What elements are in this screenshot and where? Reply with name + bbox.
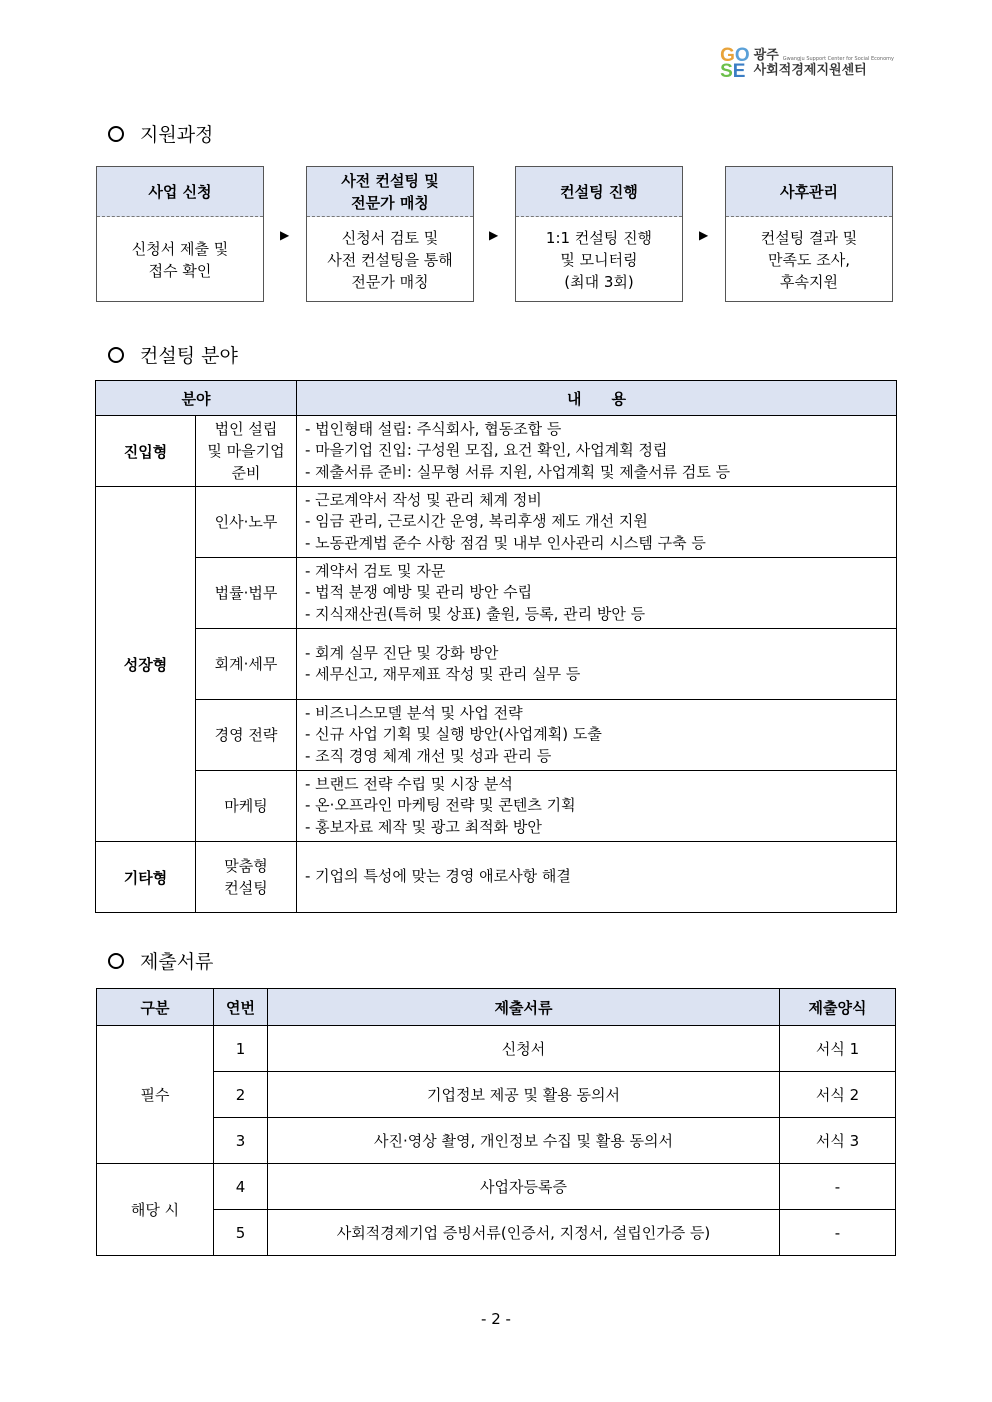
table-row [96, 416, 897, 487]
content-line: - 브랜드 전략 수립 및 시장 분석 [305, 774, 513, 793]
table-row [96, 487, 897, 558]
number-cell: 4 [214, 1164, 268, 1210]
logo-city: 광주 [753, 48, 779, 63]
consulting-fields-table [95, 380, 897, 913]
content-line: - 기업의 특성에 맞는 경영 애로사항 해결 [305, 867, 571, 886]
content-line: - 노동관계법 준수 사항 점검 및 내부 인사관리 시스템 구축 등 [305, 533, 706, 552]
page-number: - 2 - [481, 1310, 511, 1328]
form-cell: 서식 2 [780, 1072, 896, 1118]
subfield-cell: 마케팅 [196, 771, 297, 842]
subfield-cell: 회계·세무 [196, 629, 297, 700]
subfield-cell: 경영 전략 [196, 700, 297, 771]
content-cell [297, 487, 897, 558]
number-cell: 1 [214, 1026, 268, 1072]
step-body: 신청서 제출 및 접수 확인 [131, 240, 229, 280]
content-cell [297, 700, 897, 771]
step-title: 사후관리 [726, 167, 892, 217]
circle-bullet-icon [108, 347, 124, 363]
content-line: - 회계 실무 진단 및 강화 방안 [305, 643, 499, 662]
section-title-documents [108, 947, 213, 974]
section-title-text: 제출서류 [140, 951, 214, 973]
step-title: 컨설팅 진행 [516, 167, 682, 217]
type-cell: 해당 시 [97, 1164, 214, 1256]
logo-name: 사회적경제지원센터 [753, 63, 867, 78]
content-line: - 계약서 검토 및 자문 [305, 561, 446, 580]
arrow-right-icon: ▶ [489, 228, 499, 242]
step-title: 사전 컨설팅 및 전문가 매칭 [307, 167, 473, 217]
document-cell: 신청서 [268, 1026, 780, 1072]
content-line: - 세무신고, 재무제표 작성 및 관리 실무 등 [305, 665, 581, 683]
logo-letter: G [720, 45, 735, 66]
subfield-cell: 법률·법무 [196, 558, 297, 629]
logo-letter: S [720, 61, 733, 82]
table-header-row [97, 989, 896, 1026]
center-logo [720, 45, 894, 82]
header-document: 제출서류 [268, 989, 780, 1026]
process-step-4 [725, 166, 893, 302]
content-line: - 근로계약서 작성 및 관리 체계 정비 [305, 490, 542, 509]
content-line: - 조직 경영 체계 개선 및 성과 관리 등 [305, 746, 552, 765]
table-row [96, 771, 897, 842]
document-cell: 사회적경제기업 증빙서류(인증서, 지정서, 설립인가증 등) [268, 1210, 780, 1256]
document-cell: 기업정보 제공 및 활용 동의서 [268, 1072, 780, 1118]
circle-bullet-icon [108, 126, 124, 142]
document-cell: 사진·영상 촬영, 개인정보 수집 및 활용 동의서 [268, 1118, 780, 1164]
process-step-2 [306, 166, 474, 302]
logo-english: Gwangju Support Center for Social Economy [782, 56, 894, 62]
header-field: 분야 [96, 381, 297, 416]
content-cell [297, 558, 897, 629]
logo-letter: O [734, 45, 750, 66]
content-cell [297, 629, 897, 700]
table-header-row [96, 381, 897, 416]
content-line: - 제출서류 준비: 실무형 서류 지원, 사업계획 및 제출서류 검토 등 [305, 462, 731, 481]
content-line: - 지식재산권(특허 및 상표) 출원, 등록, 관리 방안 등 [305, 604, 646, 623]
content-cell [297, 842, 897, 913]
step-title: 사업 신청 [97, 167, 263, 217]
table-row [96, 700, 897, 771]
subfield-cell: 인사·노무 [196, 487, 297, 558]
content-line: - 신규 사업 기획 및 실행 방안(사업계획) 도출 [305, 725, 602, 744]
logo-mark [720, 45, 750, 82]
type-cell: 필수 [97, 1026, 214, 1164]
step-body: 컨설팅 결과 및 만족도 조사, 후속지원 [760, 229, 858, 291]
process-step-1 [96, 166, 264, 302]
content-cell [297, 416, 897, 487]
header-content: 내 용 [297, 381, 897, 416]
step-body: 1:1 컨설팅 진행 및 모니터링 (최대 3회) [545, 229, 653, 291]
number-cell: 2 [214, 1072, 268, 1118]
content-line: - 홍보자료 제작 및 광고 최적화 방안 [305, 817, 542, 836]
content-line: - 마을기업 진입: 구성원 모집, 요건 확인, 사업계획 정립 [305, 441, 668, 460]
content-line: - 임금 관리, 근로시간 운영, 복리후생 제도 개선 지원 [305, 512, 648, 531]
arrow-right-icon: ▶ [699, 228, 709, 242]
subfield-cell: 법인 설립 및 마을기업 준비 [196, 416, 297, 487]
subfield-cell: 맞춤형 컨설팅 [196, 842, 297, 913]
content-cell [297, 771, 897, 842]
number-cell: 3 [214, 1118, 268, 1164]
logo-letter: E [732, 61, 746, 82]
section-title-fields [108, 341, 238, 368]
content-line: - 온·오프라인 마케팅 전략 및 콘텐츠 기획 [305, 796, 576, 815]
table-row [97, 1164, 896, 1210]
content-line: - 비즈니스모델 분석 및 사업 전략 [305, 703, 523, 722]
header-type: 구분 [97, 989, 214, 1026]
documents-table [96, 988, 896, 1256]
number-cell: 5 [214, 1210, 268, 1256]
form-cell: 서식 1 [780, 1026, 896, 1072]
section-title-process [108, 120, 213, 147]
table-row [97, 1118, 896, 1164]
process-step-3 [515, 166, 683, 302]
category-cell: 성장형 [96, 487, 196, 842]
category-cell: 기타형 [96, 842, 196, 913]
form-cell: - [780, 1210, 896, 1256]
document-cell: 사업자등록증 [268, 1164, 780, 1210]
step-body: 신청서 검토 및 사전 컨설팅을 통해 전문가 매칭 [327, 229, 453, 291]
form-cell: 서식 3 [780, 1118, 896, 1164]
form-cell: - [780, 1164, 896, 1210]
section-title-text: 컨설팅 분야 [140, 345, 238, 367]
category-cell: 진입형 [96, 416, 196, 487]
header-number: 연번 [214, 989, 268, 1026]
table-row [97, 1072, 896, 1118]
table-row [97, 1210, 896, 1256]
content-line: - 법적 분쟁 예방 및 관리 방안 수립 [305, 583, 533, 602]
circle-bullet-icon [108, 953, 124, 969]
table-row [96, 558, 897, 629]
arrow-right-icon: ▶ [280, 228, 290, 242]
header-form: 제출양식 [780, 989, 896, 1026]
table-row [96, 629, 897, 700]
table-row [96, 842, 897, 913]
table-row [97, 1026, 896, 1072]
content-line: - 법인형태 설립: 주식회사, 협동조합 등 [305, 419, 562, 438]
section-title-text: 지원과정 [140, 124, 214, 146]
